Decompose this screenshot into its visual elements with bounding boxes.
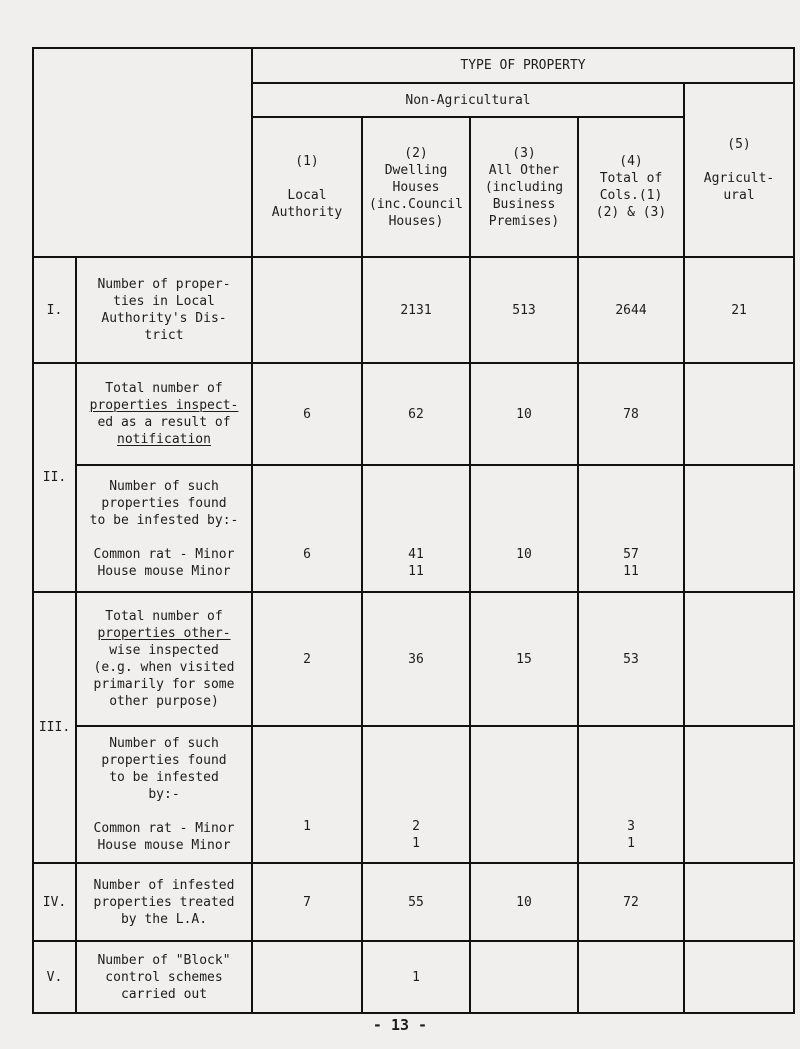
cell-value: 55: [408, 894, 424, 910]
value-cell: [252, 726, 362, 863]
value-cell: [684, 592, 794, 726]
col5-title-line: Agricult-: [703, 171, 775, 186]
description-line: Total number of: [105, 609, 223, 624]
mouse-value: [253, 835, 361, 852]
col5-title-line: ural: [723, 188, 755, 203]
description-line: other purpose): [109, 694, 219, 709]
table-row: [33, 863, 794, 941]
description-line: ed as a result of: [97, 415, 231, 430]
rat-value: 1: [303, 818, 311, 834]
value-cell: [252, 941, 362, 1013]
row-description: [76, 592, 252, 726]
house-mouse-label: House mouse Minor: [97, 563, 231, 579]
value-cell: [684, 257, 794, 363]
description-line: to be infested: [109, 770, 219, 785]
row-number: [33, 257, 76, 363]
row-description: [76, 863, 252, 941]
description-line: primarily for some: [93, 677, 235, 692]
value-cell: [362, 363, 470, 465]
cell-value: 2131: [400, 302, 432, 318]
description-line: by:-: [148, 787, 180, 802]
col5-header: [684, 83, 794, 257]
description-line: trict: [144, 328, 184, 343]
col1-title-line: Local: [287, 188, 327, 203]
col3-title-line: Premises): [488, 213, 560, 229]
value-cell: [362, 726, 470, 863]
row-description: [76, 726, 252, 863]
document-table-container: [32, 47, 793, 1004]
description-line: notification: [117, 432, 211, 447]
row-description: [76, 363, 252, 465]
mouse-value: [685, 554, 793, 571]
col2-header: [362, 117, 470, 257]
value-cell: [252, 465, 362, 592]
col1-header: [252, 117, 362, 257]
col2-title-line: (inc.Council: [369, 196, 463, 212]
col3-title-line: All Other: [488, 162, 560, 178]
mouse-value: [471, 563, 577, 580]
description-line: properties found: [101, 753, 227, 768]
description-line: Number of such: [109, 478, 219, 494]
row-number: [33, 941, 76, 1013]
row-description: [76, 465, 252, 592]
value-cell: [470, 863, 578, 941]
col1-number: (1): [295, 154, 319, 169]
value-cell: [252, 863, 362, 941]
col4-title-line: Total of: [599, 171, 663, 186]
value-cell: [362, 863, 470, 941]
description-line: wise inspected: [109, 643, 219, 658]
col3-number: (3): [512, 145, 536, 161]
cell-value: 2644: [615, 302, 647, 318]
description-line: to be infested by:-: [89, 512, 239, 528]
mouse-value: [471, 826, 577, 843]
row-number: [33, 592, 76, 863]
common-rat-label: Common rat - Minor: [93, 546, 235, 562]
value-cell: [578, 257, 684, 363]
mouse-value: 11: [623, 563, 639, 579]
cell-value: 36: [408, 651, 424, 667]
value-cell: [470, 363, 578, 465]
header-corner: [33, 48, 252, 257]
mouse-value: [253, 563, 361, 580]
description-line: ties in Local: [113, 294, 215, 309]
row-number-label: V.: [46, 969, 63, 985]
cell-value: 2: [303, 651, 311, 667]
rodent-control-table: [32, 47, 795, 1014]
rat-value: 10: [516, 546, 532, 562]
row-number: [33, 863, 76, 941]
rat-value: 3: [627, 818, 635, 834]
value-cell: [684, 726, 794, 863]
row-number-label: I.: [46, 302, 63, 318]
description-line: Number of such: [109, 736, 219, 751]
row-number-label: III.: [38, 720, 71, 735]
value-cell: [470, 941, 578, 1013]
cell-value: 1: [412, 969, 420, 985]
mouse-value: [685, 826, 793, 843]
cell-value: 53: [623, 651, 639, 667]
row-number: [33, 363, 76, 592]
value-cell: [470, 726, 578, 863]
page-number: - 13 -: [372, 1016, 428, 1034]
type-of-property-header: [252, 48, 794, 83]
value-cell: [470, 465, 578, 592]
description-line: properties other-: [97, 626, 231, 641]
value-cell: [362, 465, 470, 592]
value-cell: [684, 465, 794, 592]
col2-number: (2): [404, 145, 428, 161]
value-cell: [578, 726, 684, 863]
col4-title-line: Cols.(1): [599, 188, 663, 203]
description-line: by the L.A.: [120, 911, 208, 927]
table-row: [33, 726, 794, 863]
table-row: [33, 363, 794, 465]
col2-title-line: Houses: [392, 179, 440, 195]
description-line: properties inspect-: [89, 398, 239, 413]
rat-value: 57: [623, 546, 639, 562]
value-cell: [578, 863, 684, 941]
col3-header: [470, 117, 578, 257]
table-row: [33, 465, 794, 592]
value-cell: [362, 257, 470, 363]
rat-value: 2: [412, 818, 420, 834]
cell-value: 10: [516, 894, 532, 910]
mouse-value: 1: [412, 835, 420, 851]
cell-value: 72: [623, 894, 639, 910]
value-cell: [362, 592, 470, 726]
table-row: [33, 941, 794, 1013]
col4-number: (4): [619, 154, 643, 169]
non-agricultural-label: Non-Agricultural: [405, 92, 531, 108]
value-cell: [470, 257, 578, 363]
row-number-label: IV.: [42, 894, 67, 910]
col1-title-line: Authority: [271, 205, 343, 220]
cell-value: 7: [303, 894, 311, 910]
type-of-property-label: TYPE OF PROPERTY: [460, 58, 586, 73]
row-description: [76, 941, 252, 1013]
value-cell: [362, 941, 470, 1013]
col3-title-line: Business: [492, 196, 556, 212]
col4-header: [578, 117, 684, 257]
description-line: properties found: [101, 495, 227, 511]
mouse-value: 1: [627, 835, 635, 851]
col3-title-line: (including: [484, 179, 564, 195]
row-number-label: II.: [42, 470, 67, 485]
description-line: Number of proper-: [97, 277, 231, 292]
description-line: control schemes: [105, 969, 223, 985]
col2-title-line: Houses): [388, 213, 444, 229]
cell-value: 10: [516, 406, 532, 422]
common-rat-label: Common rat - Minor: [93, 821, 235, 836]
value-cell: [684, 941, 794, 1013]
row-description: [76, 257, 252, 363]
cell-value: 513: [512, 302, 536, 318]
col2-title-line: Dwelling: [384, 162, 448, 178]
value-cell: [578, 941, 684, 1013]
value-cell: [252, 592, 362, 726]
value-cell: [252, 257, 362, 363]
value-cell: [578, 363, 684, 465]
description-line: Total number of: [105, 381, 223, 396]
col5-number: (5): [727, 137, 751, 152]
cell-value: 6: [303, 406, 311, 422]
rat-value: 6: [303, 546, 311, 562]
non-agricultural-header: [252, 83, 684, 117]
mouse-value: 11: [408, 563, 424, 579]
cell-value: 21: [731, 302, 747, 318]
description-line: Authority's Dis-: [101, 311, 227, 326]
value-cell: [578, 592, 684, 726]
cell-value: 62: [408, 406, 424, 422]
description-line: (e.g. when visited: [93, 660, 235, 675]
cell-value: 15: [516, 651, 532, 667]
cell-value: 78: [623, 406, 639, 422]
table-row: [33, 257, 794, 363]
col4-title-line: (2) & (3): [595, 205, 667, 220]
value-cell: [684, 363, 794, 465]
value-cell: [684, 863, 794, 941]
rat-value: 41: [408, 546, 424, 562]
description-line: properties treated: [93, 894, 235, 910]
description-line: carried out: [120, 986, 208, 1002]
value-cell: [578, 465, 684, 592]
table-row: [33, 592, 794, 726]
value-cell: [252, 363, 362, 465]
description-line: Number of "Block": [97, 952, 231, 968]
house-mouse-label: House mouse Minor: [97, 838, 231, 853]
description-line: Number of infested: [93, 877, 235, 893]
value-cell: [470, 592, 578, 726]
